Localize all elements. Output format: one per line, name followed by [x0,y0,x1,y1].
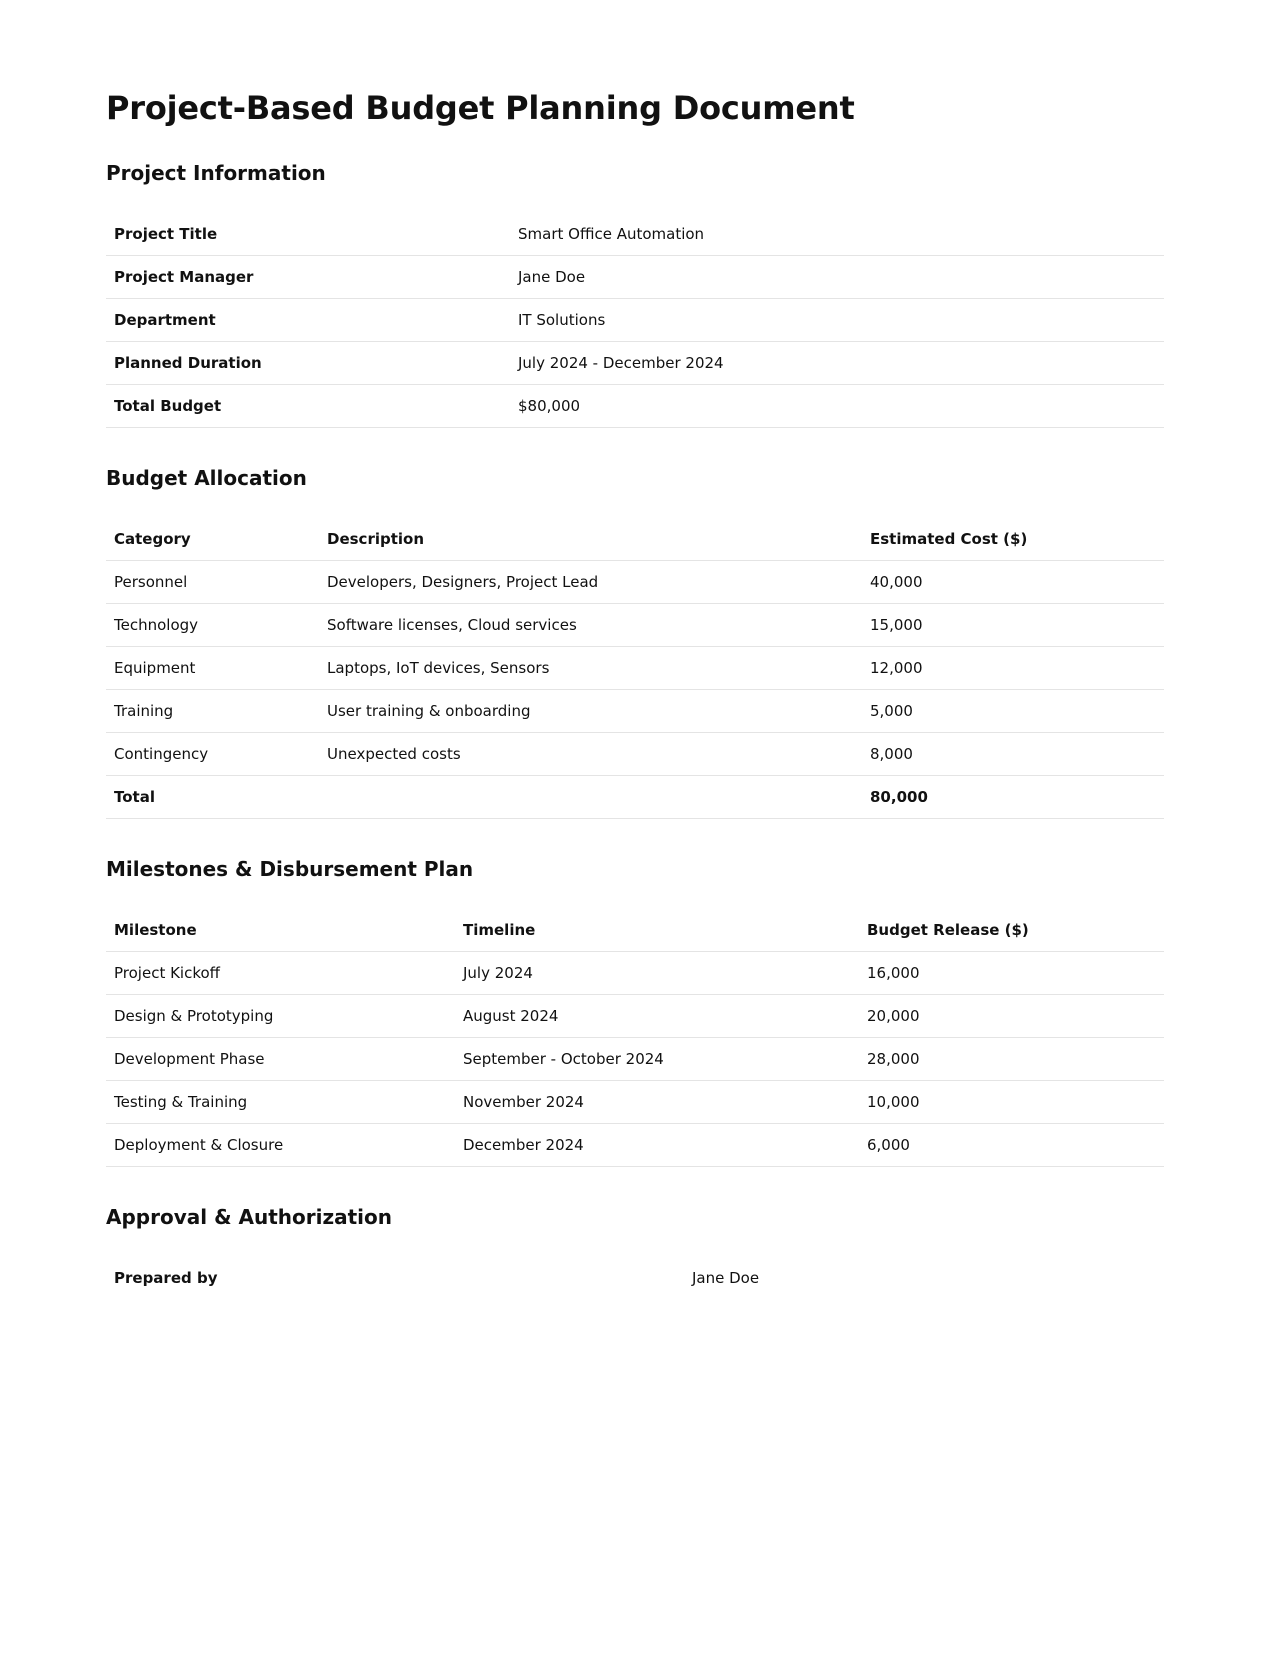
info-value: July 2024 - December 2024 [510,342,1164,385]
table-row [106,604,1164,647]
column-header-category: Category [106,518,319,561]
column-header-budget-release: Budget Release ($) [859,909,1164,952]
table-row [106,385,1164,428]
info-value: Smart Office Automation [510,213,1164,256]
info-label: Project Manager [106,256,510,299]
section-heading-project-information: Project Information [106,161,326,185]
info-label: Planned Duration [106,342,510,385]
info-value: IT Solutions [510,299,1164,342]
cost-cell: 8,000 [862,733,1164,776]
table-row [106,952,1164,995]
category-cell: Equipment [106,647,319,690]
column-header-timeline: Timeline [455,909,859,952]
section-heading-budget-allocation: Budget Allocation [106,466,307,490]
table-row [106,1038,1164,1081]
release-cell: 16,000 [859,952,1164,995]
category-cell: Training [106,690,319,733]
cost-cell: 15,000 [862,604,1164,647]
description-cell: Unexpected costs [319,733,862,776]
column-header-estimated-cost: Estimated Cost ($) [862,518,1164,561]
milestones-table [106,909,1164,1167]
release-cell: 6,000 [859,1124,1164,1167]
info-label: Project Title [106,213,510,256]
timeline-cell: December 2024 [455,1124,859,1167]
table-row [106,299,1164,342]
project-information-table [106,213,1164,428]
description-cell: Laptops, IoT devices, Sensors [319,647,862,690]
table-row [106,647,1164,690]
release-cell: 20,000 [859,995,1164,1038]
approval-table [106,1257,1164,1299]
info-value: $80,000 [510,385,1164,428]
description-cell: Software licenses, Cloud services [319,604,862,647]
table-header-row [106,909,1164,952]
approval-value: Jane Doe [692,1269,760,1287]
cost-cell: 5,000 [862,690,1164,733]
table-row [106,213,1164,256]
category-cell: Contingency [106,733,319,776]
timeline-cell: November 2024 [455,1081,859,1124]
info-label: Total Budget [106,385,510,428]
description-cell: User training & onboarding [319,690,862,733]
description-cell: Developers, Designers, Project Lead [319,561,862,604]
approval-label: Prepared by [114,1269,218,1287]
timeline-cell: August 2024 [455,995,859,1038]
total-description [319,776,862,819]
release-cell: 28,000 [859,1038,1164,1081]
column-header-milestone: Milestone [106,909,455,952]
table-row [106,561,1164,604]
total-label: Total [106,776,319,819]
milestone-cell: Design & Prototyping [106,995,455,1038]
table-row [106,995,1164,1038]
timeline-cell: July 2024 [455,952,859,995]
milestone-cell: Project Kickoff [106,952,455,995]
table-row [106,256,1164,299]
milestone-cell: Development Phase [106,1038,455,1081]
category-cell: Technology [106,604,319,647]
budget-allocation-table [106,518,1164,819]
table-header-row [106,518,1164,561]
table-row [106,690,1164,733]
table-row [106,1257,1164,1299]
table-row [106,1124,1164,1167]
total-row [106,776,1164,819]
table-row [106,733,1164,776]
info-value: Jane Doe [510,256,1164,299]
table-row [106,1081,1164,1124]
info-label: Department [106,299,510,342]
section-heading-approval: Approval & Authorization [106,1205,392,1229]
page-title: Project-Based Budget Planning Document [106,89,855,127]
milestone-cell: Testing & Training [106,1081,455,1124]
milestone-cell: Deployment & Closure [106,1124,455,1167]
cost-cell: 12,000 [862,647,1164,690]
section-heading-milestones: Milestones & Disbursement Plan [106,857,474,881]
total-cost: 80,000 [862,776,1164,819]
category-cell: Personnel [106,561,319,604]
timeline-cell: September - October 2024 [455,1038,859,1081]
cost-cell: 40,000 [862,561,1164,604]
release-cell: 10,000 [859,1081,1164,1124]
table-row [106,342,1164,385]
column-header-description: Description [319,518,862,561]
